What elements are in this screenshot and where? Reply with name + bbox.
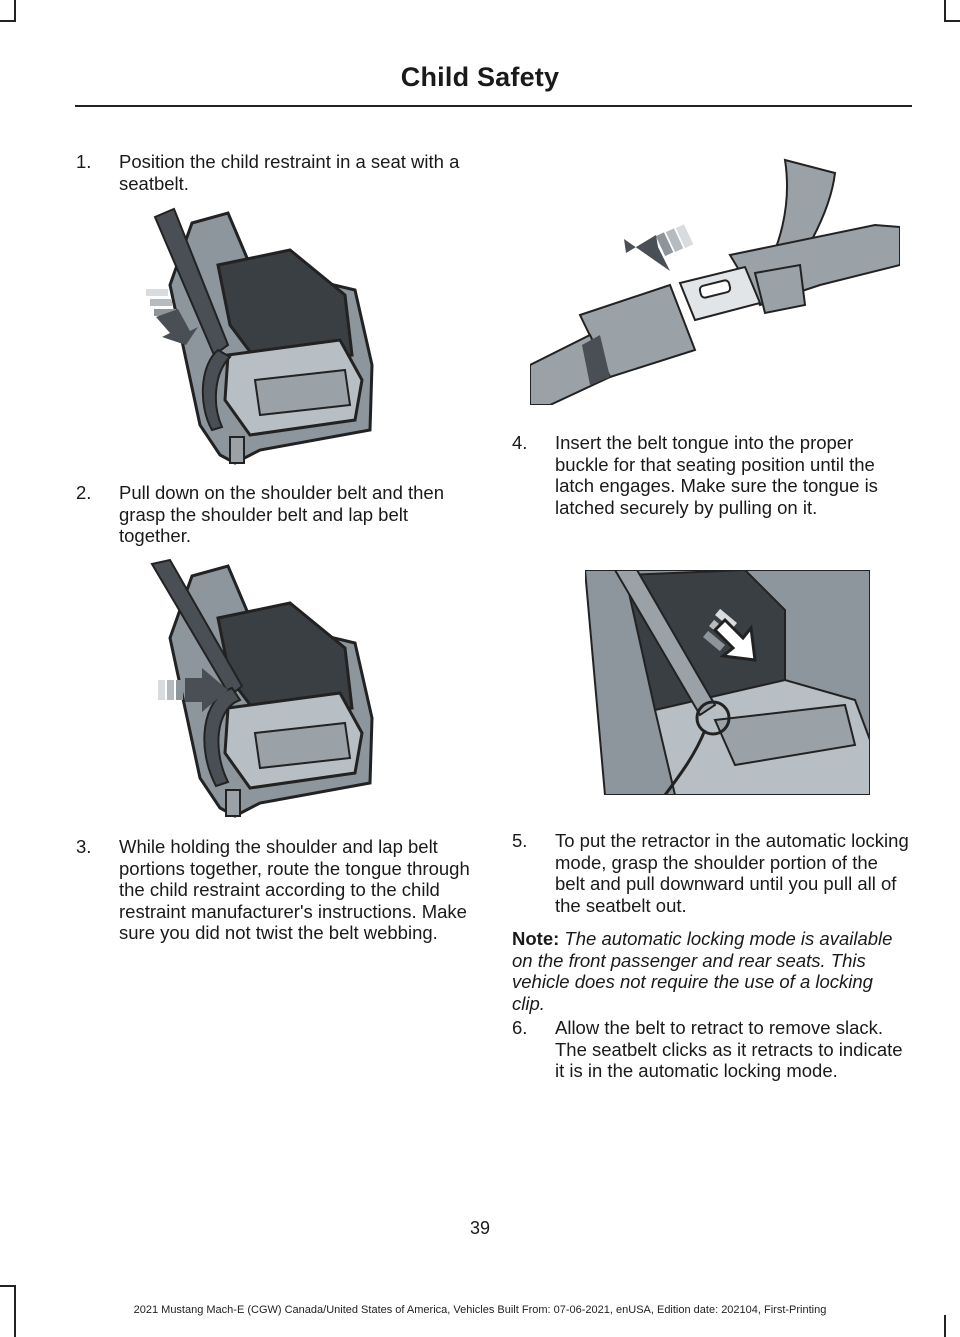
- header-divider: [75, 105, 912, 107]
- footer: 2021 Mustang Mach-E (CGW) Canada/United States of America, Vehicles Built From: 07-06-2021, enUSA, Edition date: 202104, First-Printing: [133, 1304, 827, 1316]
- crop-mark: [14, 0, 16, 22]
- crop-mark: [944, 0, 946, 22]
- step-text: To put the retractor in the automatic locking mode, grasp the shoulder portion of the belt and pull downward until you pull all of the seatbelt out.: [555, 830, 909, 916]
- step-text: Allow the belt to retract to remove slack. The seatbelt clicks as it retracts to indicate it is in the automatic locking mode.: [555, 1017, 903, 1081]
- crop-mark: [0, 1285, 16, 1287]
- child-seat-closeup-illustration: [585, 570, 870, 795]
- step-text: Pull down on the shoulder belt and then grasp the shoulder belt and lap belt together.: [119, 482, 445, 546]
- page-number: 39: [469, 1218, 491, 1238]
- crop-mark: [944, 1315, 946, 1337]
- child-seat-illustration-1: [140, 205, 385, 467]
- step-1: [76, 151, 466, 194]
- step-text: Insert the belt tongue into the proper buckle for that seating position until the latch engages. Make sure the tongue is latched securely by pulling on it.: [555, 432, 878, 518]
- step-number: 4.: [512, 432, 528, 453]
- step-2: [76, 482, 466, 547]
- step-number: 3.: [76, 836, 92, 857]
- step-6: [512, 1017, 912, 1082]
- step-number: 2.: [76, 482, 92, 503]
- child-seat-illustration-2: [140, 558, 385, 820]
- step-number: 1.: [76, 151, 92, 172]
- step-5: [512, 830, 912, 916]
- step-text: While holding the shoulder and lap belt portions together, route the tongue through the child restraint according to the child restraint manufacturer's instructions. Make sure you did not twist the belt webbing.: [119, 836, 470, 943]
- crop-mark: [0, 20, 16, 22]
- step-number: 5.: [512, 830, 528, 851]
- page-title: Child Safety: [400, 62, 560, 92]
- note: [512, 928, 907, 1014]
- note-text: The automatic locking mode is available on the front passenger and rear seats. This vehicle does not require the use of a locking clip.: [512, 928, 893, 1014]
- step-text: Position the child restraint in a seat with a seatbelt.: [119, 151, 460, 194]
- note-label: Note:: [512, 928, 560, 949]
- step-4: [512, 432, 907, 518]
- seatbelt-buckle-illustration: [530, 155, 900, 405]
- step-number: 6.: [512, 1017, 528, 1038]
- crop-mark: [944, 20, 960, 22]
- step-3: [76, 836, 476, 944]
